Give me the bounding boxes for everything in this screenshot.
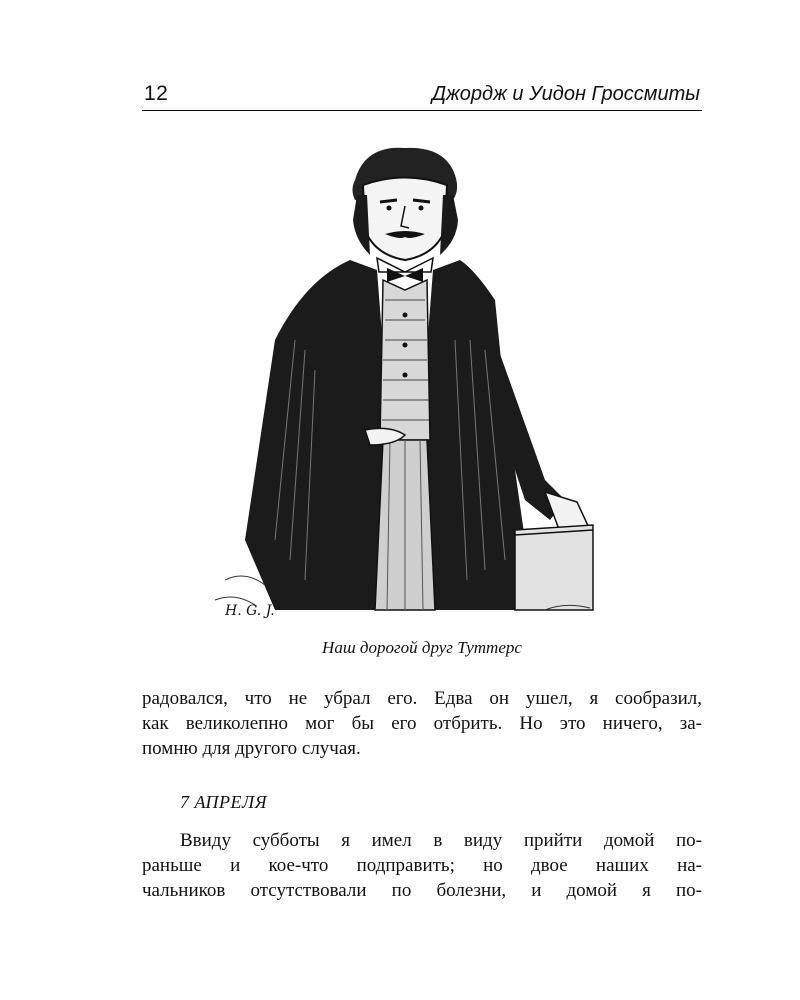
page-number: 12: [144, 82, 169, 105]
illustration-tutters: [205, 140, 595, 620]
date-heading: 7 АПРЕЛЯ: [180, 792, 268, 812]
paragraph-line: раньше и кое-что подправить; но двое наших на-: [142, 855, 702, 876]
paragraph-line: помню для другого случая.: [142, 738, 361, 759]
paragraph-line: Ввиду субботы я имел в виду прийти домой по-: [180, 830, 702, 851]
artist-signature: H. G. J.: [225, 603, 275, 619]
illustration-caption: Наш дорогой друг Туттерс: [322, 638, 522, 657]
running-title: Джордж и Уидон Гроссмиты: [431, 83, 700, 105]
paragraph-line: чальников отсутствовали по болезни, и домой я по-: [142, 880, 702, 901]
engraving-drawing: [205, 140, 595, 620]
paragraph-2: [142, 828, 702, 903]
paragraph-line: радовался, что не убрал его. Едва он ушел, я сообразил,: [142, 688, 702, 709]
paragraph-line: как великолепно мог бы его отбрить. Но это ничего, за-: [142, 713, 702, 734]
running-head: [142, 80, 702, 111]
paragraph-1: [142, 686, 702, 761]
